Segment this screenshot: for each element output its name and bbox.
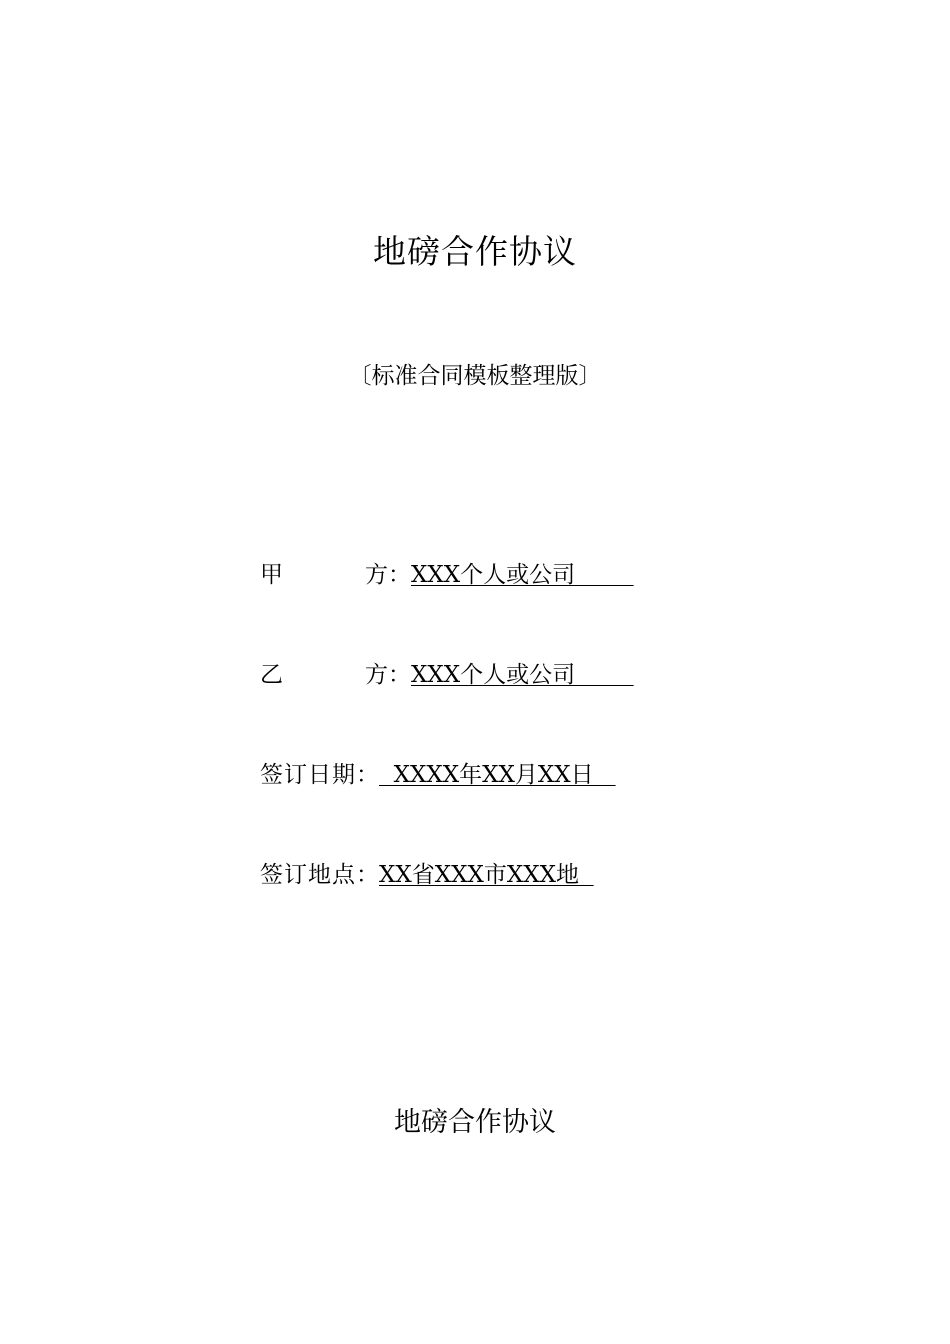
sign-place-colon: ： bbox=[356, 862, 379, 888]
party-b-label-last: 方 bbox=[365, 662, 388, 688]
sign-place-row bbox=[260, 859, 594, 891]
sign-date-label: 签订日期 bbox=[260, 762, 356, 788]
document-title: 地磅合作协议 bbox=[373, 232, 577, 271]
party-b-row bbox=[260, 659, 634, 691]
sign-date-row bbox=[260, 759, 616, 791]
party-b-colon: ： bbox=[388, 662, 411, 688]
document-subtitle: 〔标准合同模板整理版〕 bbox=[348, 363, 602, 389]
party-a-value: XXX个人或公司 bbox=[411, 562, 634, 588]
sign-date-value: XXXX年XX月XX日 bbox=[379, 762, 616, 788]
party-b-label bbox=[260, 659, 388, 691]
sign-date-colon: ： bbox=[356, 762, 379, 788]
party-b-value: XXX个人或公司 bbox=[411, 662, 634, 688]
party-b-label-first: 乙 bbox=[260, 662, 283, 688]
sign-place-label: 签订地点 bbox=[260, 862, 356, 888]
party-a-colon: ： bbox=[388, 562, 411, 588]
party-a-row bbox=[260, 559, 634, 591]
sign-place-value: XX省XXX市XXX地 bbox=[379, 862, 594, 888]
party-a-label-last: 方 bbox=[365, 562, 388, 588]
party-a-label-first: 甲 bbox=[260, 562, 283, 588]
body-title: 地磅合作协议 bbox=[394, 1107, 556, 1138]
party-a-label bbox=[260, 559, 388, 591]
